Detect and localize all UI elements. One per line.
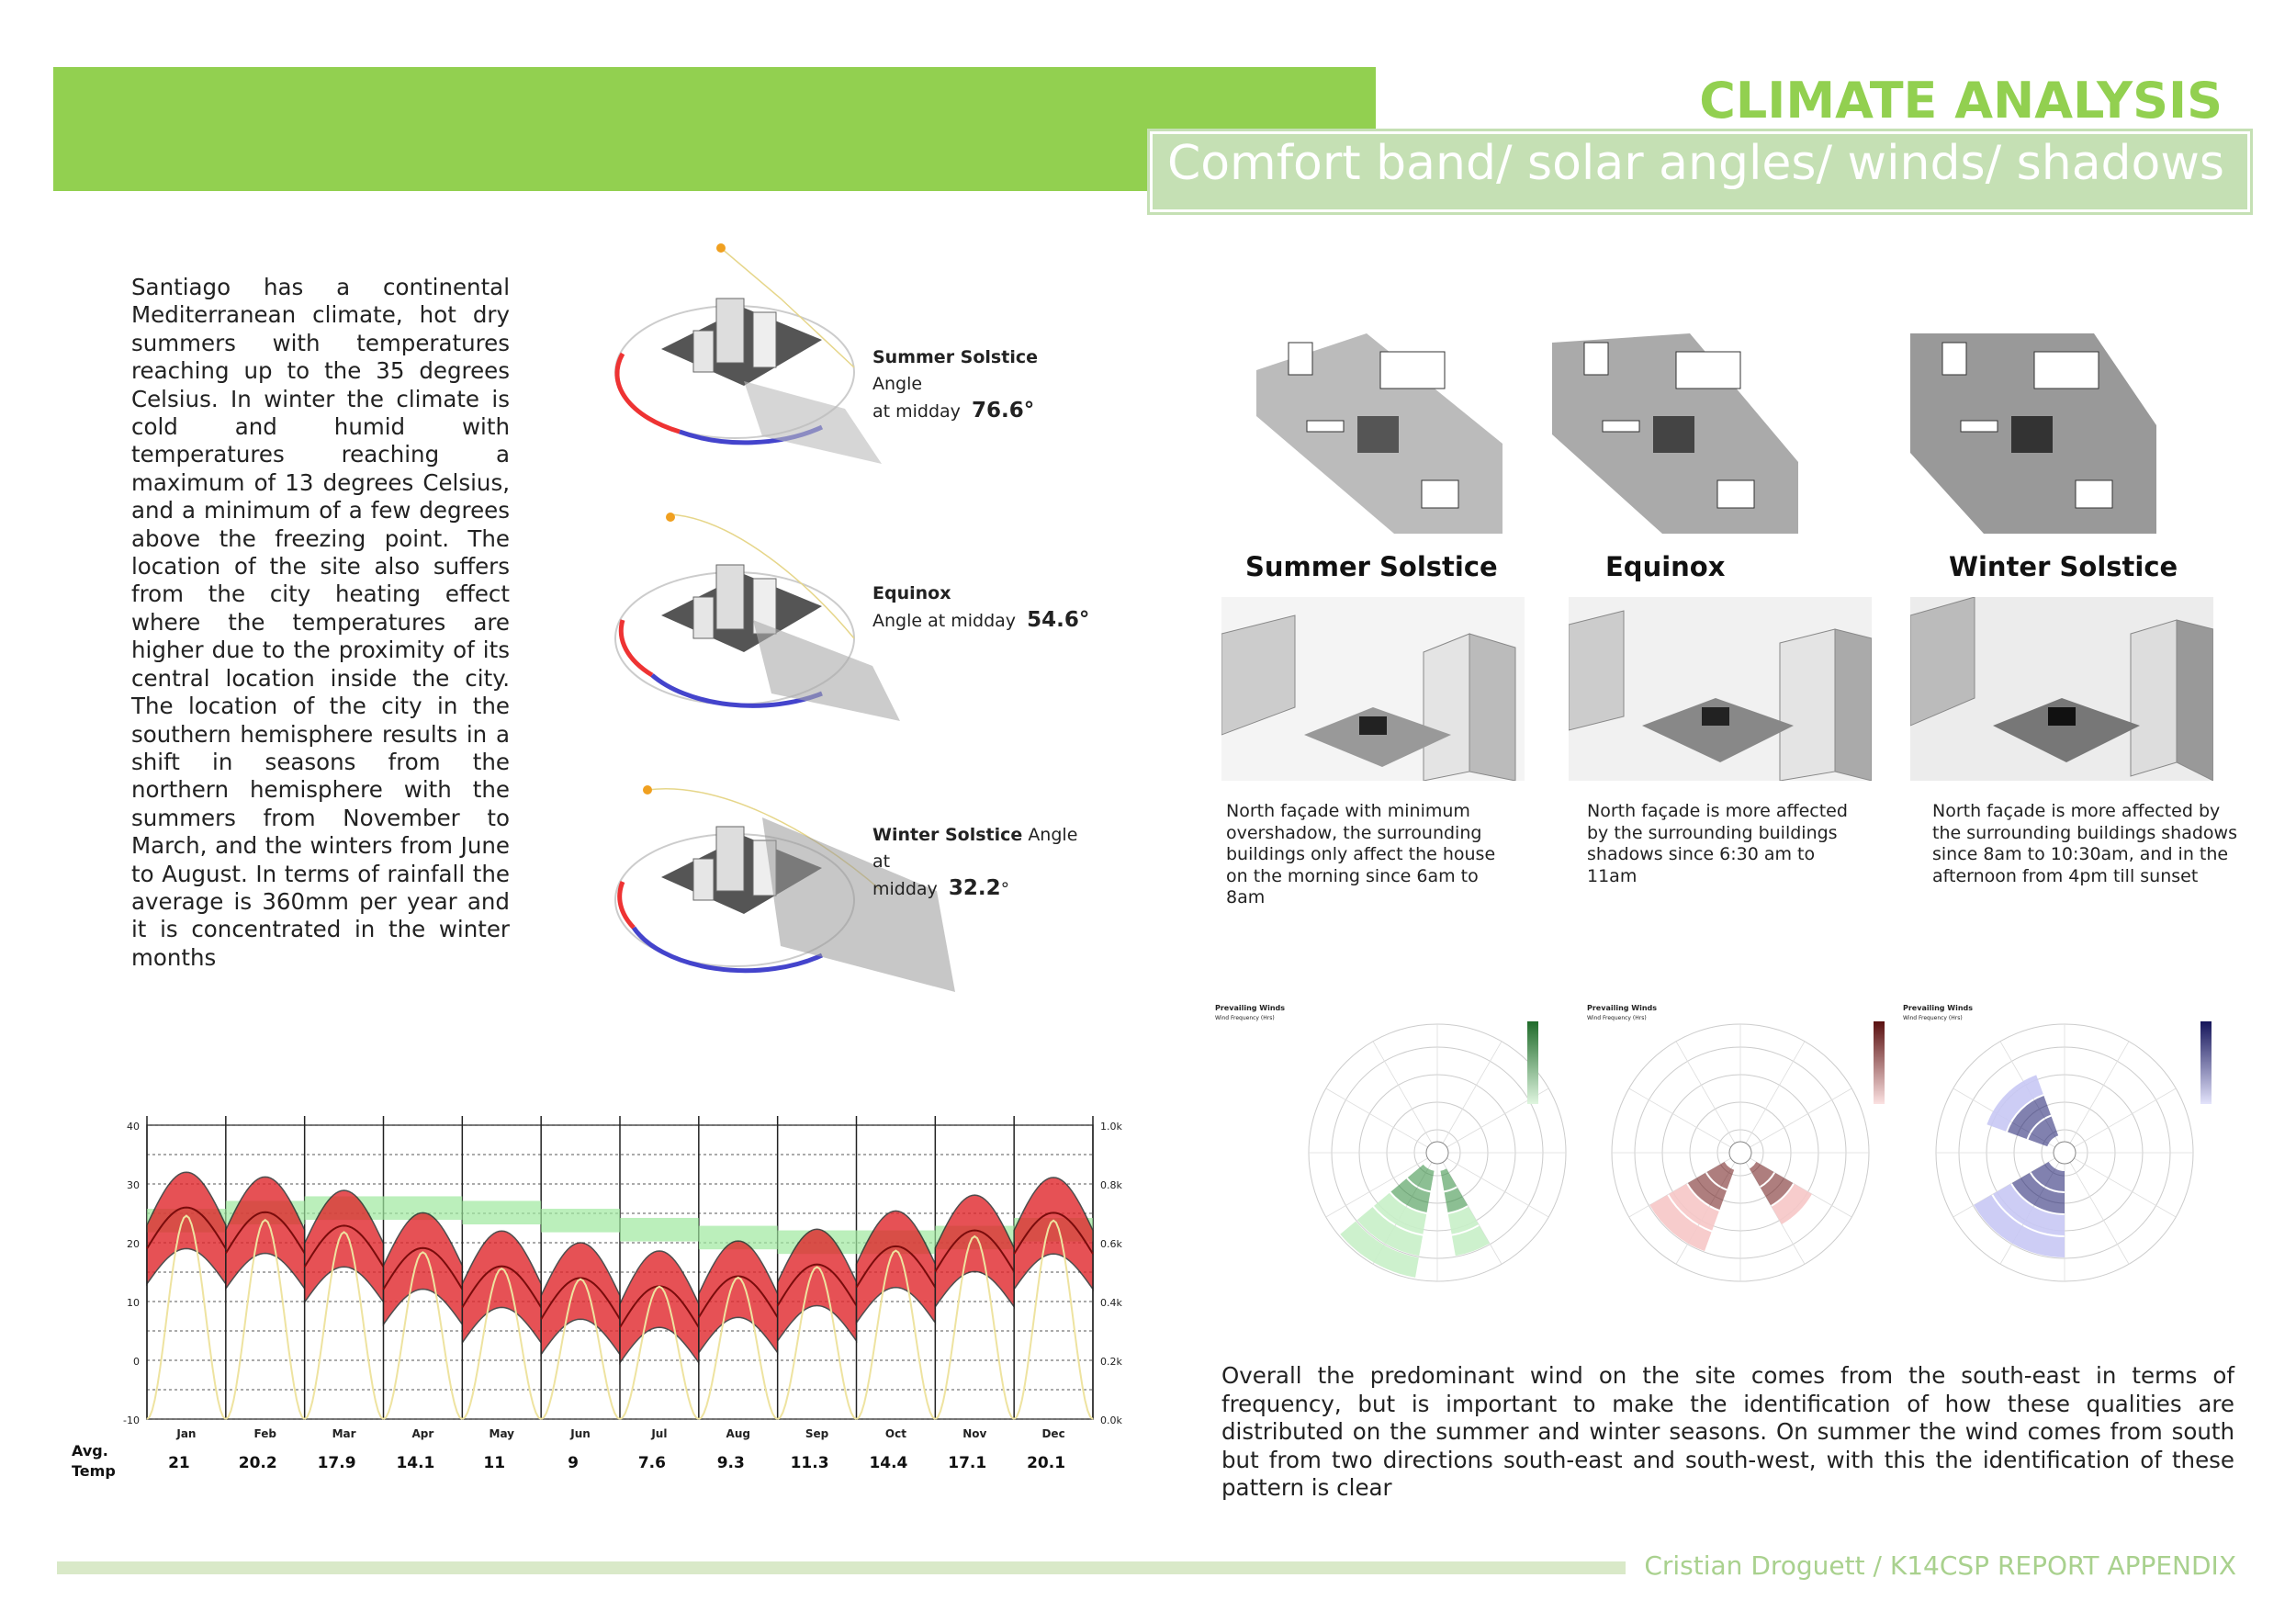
avg-temp-value: 11 bbox=[483, 1454, 506, 1472]
y-tick-label: -10 bbox=[123, 1414, 140, 1426]
y-tick-label: 20 bbox=[127, 1238, 140, 1250]
wind-rose-heading: Prevailing Winds bbox=[1587, 1004, 1658, 1012]
wind-rose-subheading: Wind Frequency (Hrs) bbox=[1587, 1015, 1647, 1021]
shadow-desc-winter: North façade is more affected by the surrounding buildings shadows since 8am to 10:30am, and in the afternoon from 4pm till sunset bbox=[1932, 801, 2237, 886]
shadow-desc-equinox: North façade is more affected by the surrounding buildings shadows since 6:30 am to 11am bbox=[1587, 801, 1848, 886]
y-tick-label: 30 bbox=[127, 1179, 140, 1191]
shadow-plan-winter bbox=[1910, 333, 2156, 534]
y2-tick-label: 0.8k bbox=[1100, 1179, 1122, 1191]
shadow-title-winter: Winter Solstice bbox=[1949, 551, 2178, 582]
month-label: Jun bbox=[570, 1427, 591, 1440]
month-label: Sep bbox=[805, 1427, 829, 1440]
y-tick-label: 0 bbox=[133, 1356, 140, 1368]
page-subtitle: Comfort band/ solar angles/ winds/ shadows bbox=[1166, 136, 2224, 191]
wind-analysis-paragraph: Overall the predominant wind on the site comes from the south-east in terms of frequency, but is important to make the identification of how these qualities are distributed on the summer and winter seasons. On summer the wind comes from south but from two directions south-east and south-west, with this the identification of these pattern is clear bbox=[1221, 1362, 2234, 1501]
month-label: Mar bbox=[332, 1427, 356, 1440]
footer-credit: Cristian Droguett / K14CSP REPORT APPENDIX bbox=[1644, 1550, 2236, 1581]
temperature-chart bbox=[55, 1084, 1157, 1479]
intro-paragraph: Santiago has a continental Mediterranean climate, hot dry summers with temperatures reaching up to the 35 degrees Celsius. In winter the climate is cold and humid with temperatures reaching a maximum of 13 degrees Celsius, and a minimum of a few degrees above the freezing point. The location of the site also suffers from the city heating effect where the temperatures are higher due to the proximity of its central location inside the city. The location of the city in the southern hemisphere results in a shift in seasons from the northern hemisphere with the summers from November to March, and the winters from June to August. In terms of rainfall the average is 360mm per year and it is concentrated in the winter months bbox=[131, 274, 510, 971]
page-title: CLIMATE ANALYSIS bbox=[1699, 72, 2223, 130]
wind-rose-heading: Prevailing Winds bbox=[1903, 1004, 1974, 1012]
y2-tick-label: 0.6k bbox=[1100, 1238, 1122, 1250]
month-label: Jul bbox=[651, 1427, 668, 1440]
equinox-angle: Equinox Angle at midday 54.6° bbox=[872, 583, 1090, 632]
wind-rose-subheading: Wind Frequency (Hrs) bbox=[1215, 1015, 1275, 1021]
avg-temp-label: Temp bbox=[72, 1462, 116, 1479]
shadow-plan-summer bbox=[1256, 333, 1503, 534]
month-label: Dec bbox=[1041, 1427, 1065, 1440]
shadow-title-equinox: Equinox bbox=[1605, 551, 1726, 582]
wind-rose-subheading: Wind Frequency (Hrs) bbox=[1903, 1015, 1963, 1021]
avg-temp-value: 20.2 bbox=[238, 1454, 277, 1472]
avg-temp-value: 14.1 bbox=[396, 1454, 435, 1472]
wind-rose-summer bbox=[1208, 1001, 1593, 1295]
wind-rose-annual bbox=[1899, 1001, 2285, 1295]
y2-tick-label: 0.0k bbox=[1100, 1414, 1122, 1426]
shadow-title-summer: Summer Solstice bbox=[1245, 551, 1498, 582]
y-tick-label: 40 bbox=[127, 1121, 140, 1133]
month-label: Oct bbox=[884, 1427, 906, 1440]
y2-tick-label: 0.4k bbox=[1100, 1297, 1122, 1309]
avg-temp-value: 17.9 bbox=[317, 1454, 356, 1472]
footer-band bbox=[57, 1561, 1626, 1574]
shadow-perspective-summer bbox=[1221, 597, 1525, 781]
shadow-desc-summer: North façade with minimum overshadow, the surrounding buildings only affect the house on the morning since 6am to 8am bbox=[1226, 801, 1496, 907]
month-label: Nov bbox=[962, 1427, 987, 1440]
avg-temp-value: 14.4 bbox=[869, 1454, 908, 1472]
shadow-perspective-winter bbox=[1910, 597, 2213, 781]
y-tick-label: 10 bbox=[127, 1297, 140, 1309]
avg-temp-value: 21 bbox=[168, 1454, 190, 1472]
avg-temp-value: 20.1 bbox=[1027, 1454, 1066, 1472]
summer-solstice-angle: Summer Solstice Angle at midday 76.6° bbox=[872, 347, 1038, 423]
y2-tick-label: 0.2k bbox=[1100, 1356, 1122, 1368]
month-label: Feb bbox=[253, 1427, 276, 1440]
avg-temp-label: Avg. bbox=[72, 1442, 108, 1460]
avg-temp-value: 9 bbox=[568, 1454, 580, 1472]
wind-rose-heading: Prevailing Winds bbox=[1215, 1004, 1286, 1012]
avg-temp-value: 17.1 bbox=[948, 1454, 987, 1472]
avg-temp-value: 7.6 bbox=[637, 1454, 666, 1472]
avg-temp-value: 9.3 bbox=[716, 1454, 745, 1472]
month-label: Jan bbox=[176, 1427, 197, 1440]
shadow-perspective-equinox bbox=[1569, 597, 1872, 781]
month-label: Aug bbox=[726, 1427, 750, 1440]
winter-solstice-angle: Winter Solstice Angle at midday 32.2° bbox=[872, 825, 1078, 900]
month-label: May bbox=[489, 1427, 514, 1440]
month-label: Apr bbox=[411, 1427, 434, 1440]
y2-tick-label: 1.0k bbox=[1100, 1121, 1122, 1133]
shadow-plan-equinox bbox=[1552, 333, 1798, 534]
avg-temp-value: 11.3 bbox=[790, 1454, 829, 1472]
